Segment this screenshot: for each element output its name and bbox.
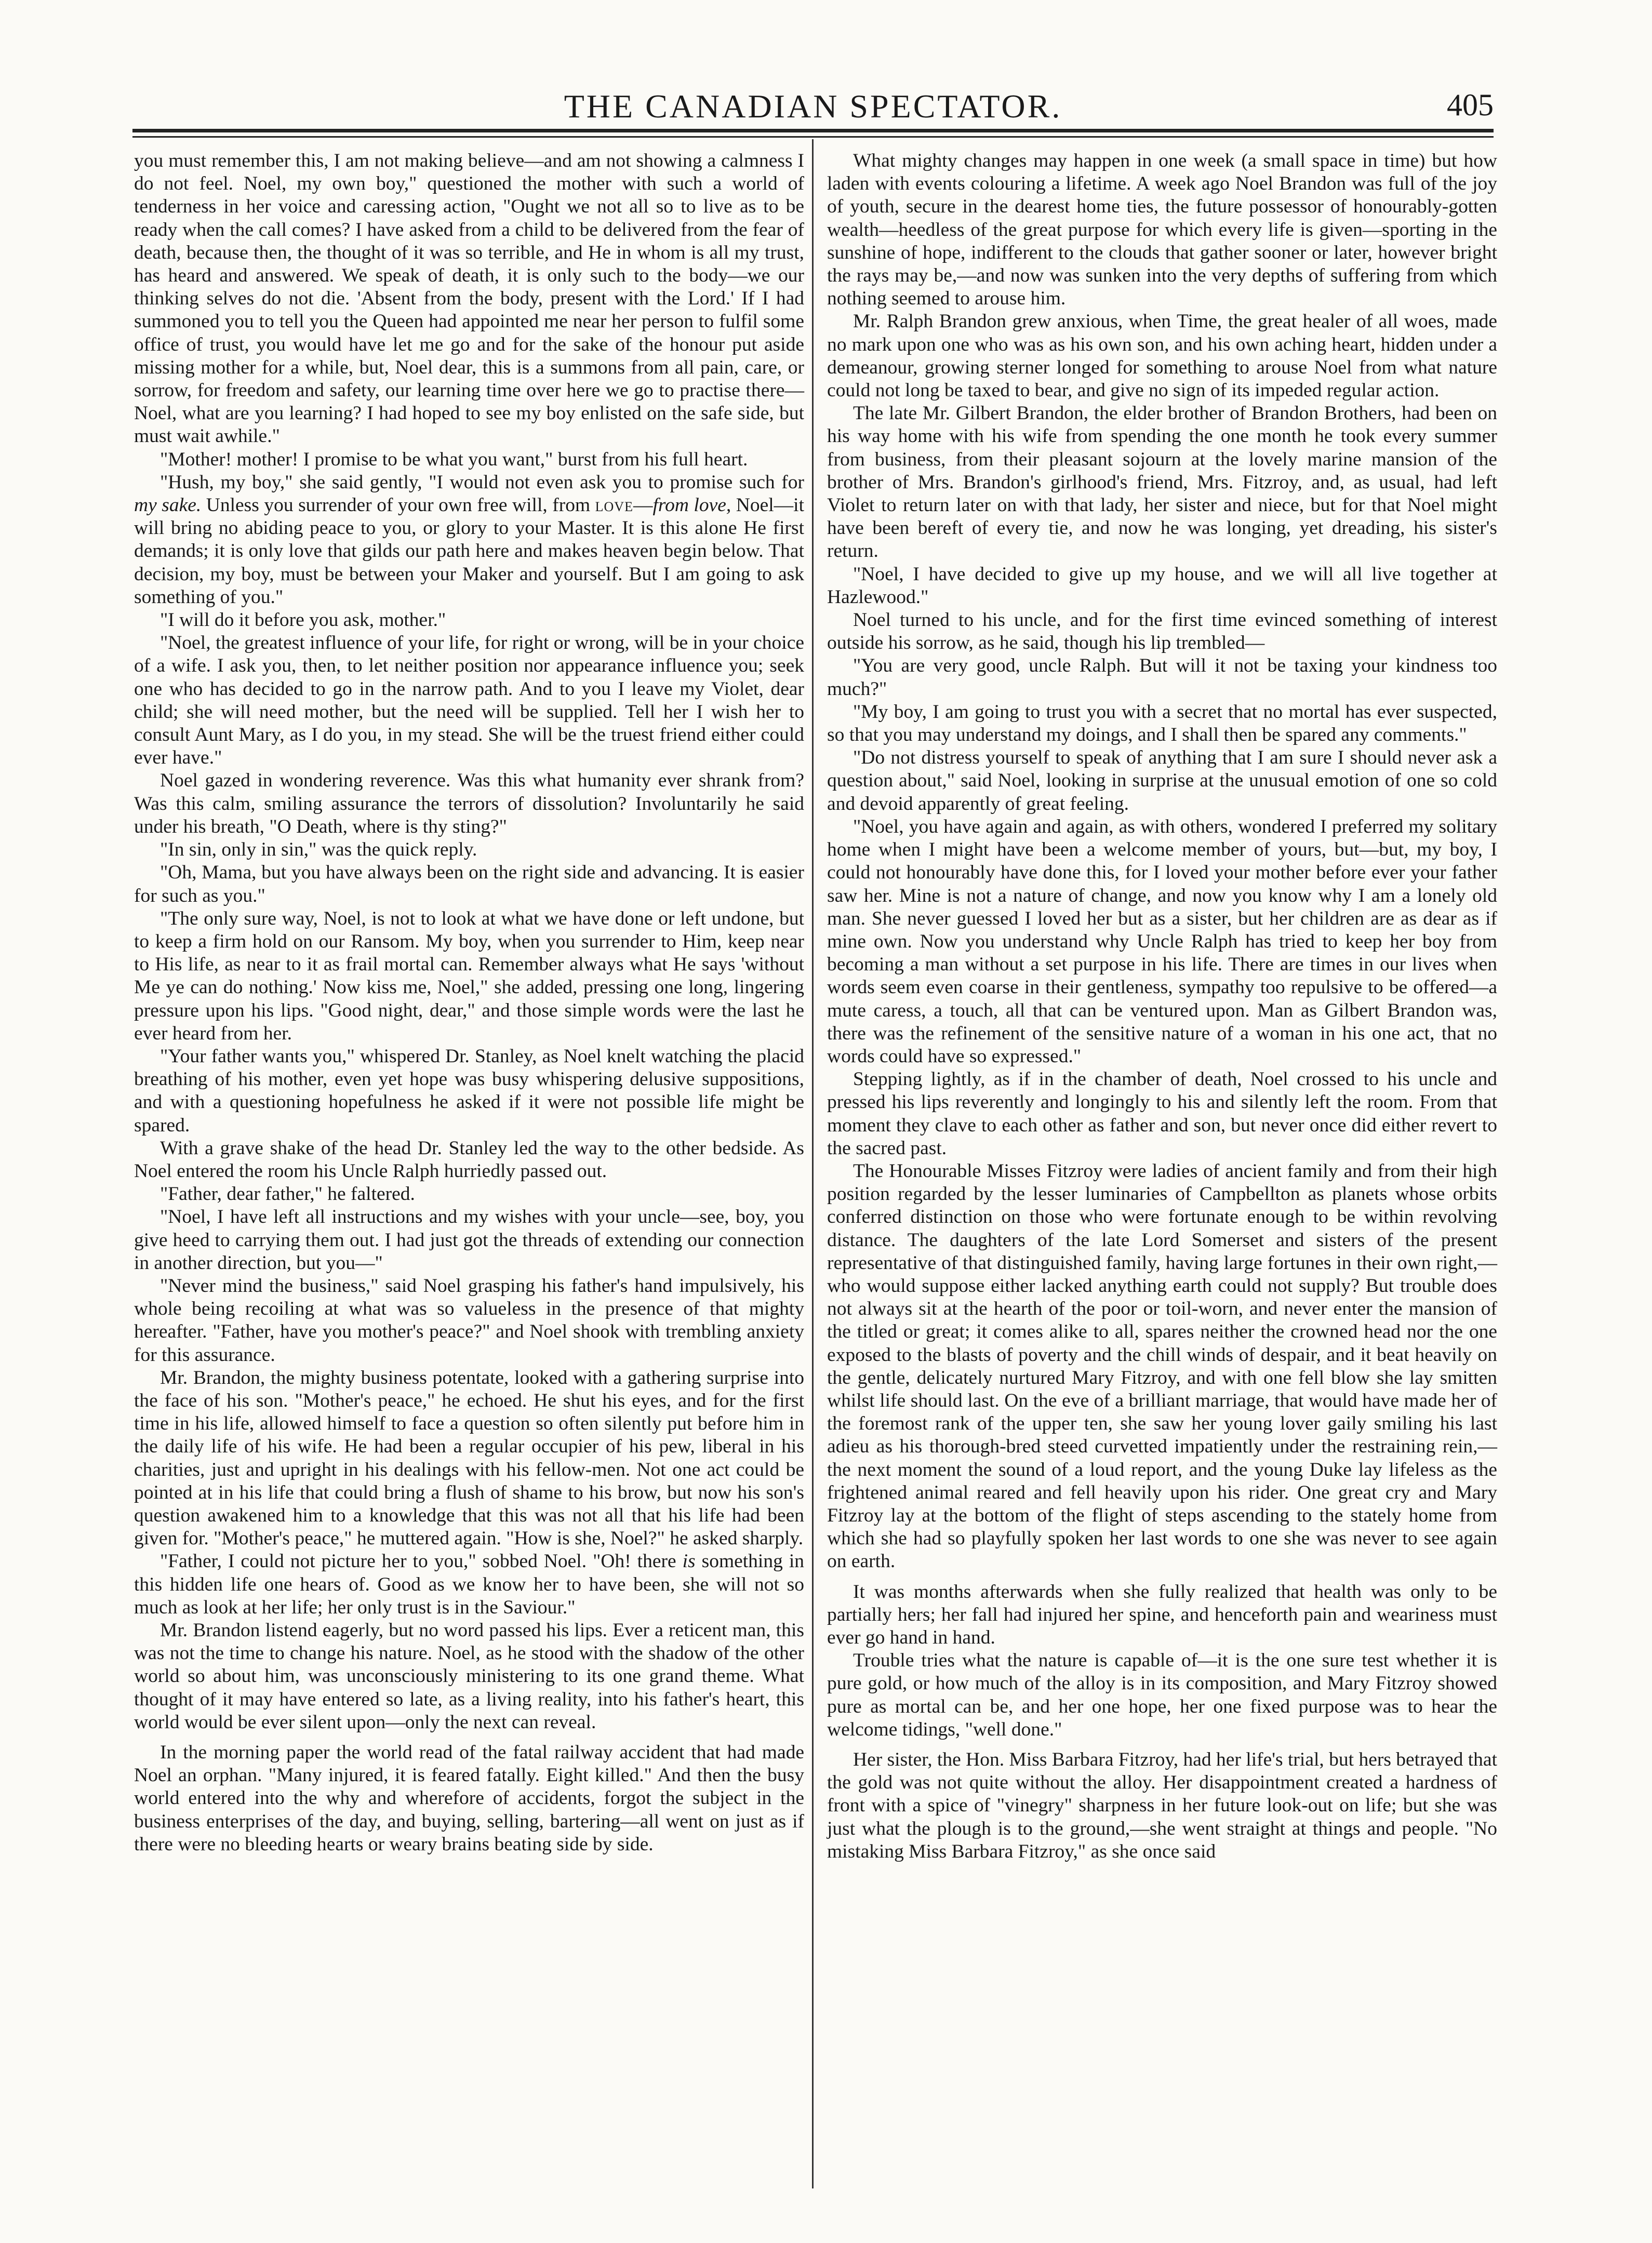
paragraph: Mr. Brandon listend eagerly, but no word passed his lips. Ever a reticent man, this was not the time to change his nature. Noel, as he stood with the shadow of the other world so about him, was unconsciously ministering to its one grand theme. What thought of it may have entered so late, as a living reality, into his father's heart, this world would be ever silent upon—only the next can reveal. [134, 1620, 804, 1733]
paragraph: "Your father wants you," whispered Dr. Stanley, as Noel knelt watching the placid breathing of his mother, even yet hope was busy whispering delusive suppositions, and with a questioning hopefulness he asked if it were not possible life might be spared. [134, 1045, 804, 1136]
paragraph: you must remember this, I am not making believe—and am not showing a calmness I do not feel. Noel, my own boy," questioned the mother with such a world of tenderness in her voice and caressing action, "Ought we not all so to live as to be ready when the call comes? I have asked from a child to be delivered from the fear of death, because then, the thought of it was so terrible, and He in whom is all my trust, has heard and answered. We speak of death, it is only such to the body—we our thinking selves do not die. 'Absent from the body, present with the Lord.' If I had summoned you to tell you the Queen had appointed me near her person to fulfil some office of trust, you would have let me go and for the sake of the honour put aside missing mother for a while, but, Noel dear, this is a summons from all pain, care, or sorrow, for freedom and safety, our learning time over here we go to practise there—Noel, what are you learning? I had hoped to see my boy enlisted on the safe side, but must wait awhile." [134, 150, 804, 447]
left-column [134, 150, 804, 1856]
paragraph [134, 471, 804, 609]
text-run: "Father, I could not picture her to you," sobbed Noel. "Oh! there [160, 1551, 683, 1572]
text-run: something in this hidden life one hears of. Good as we know her to have been, she will not so much as look at her life; her only trust is in the Saviour." [134, 1551, 804, 1618]
paragraph: The late Mr. Gilbert Brandon, the elder brother of Brandon Brothers, had been on his way home with his wife from spending the one month he took every summer from business, from their pleasant sojourn at the lovely marine mansion of the brother of Mrs. Brandon's girlhood's friend, Mrs. Fitzroy, and, as usual, had left Violet to return later on with that lady, her sister and niece, but for that Noel might have been bereft of every tie, and now he was longing, yet dreading, his sister's return. [827, 403, 1497, 562]
paragraph: Trouble tries what the nature is capable of—it is the one sure test whether it is pure gold, or how much of the alloy is in its composition, and Mary Fitzroy showed pure as mortal can be, and her one hope, her one fixed purpose was to hear the welcome tidings, "well done." [827, 1650, 1497, 1740]
paragraph: "Noel, I have decided to give up my house, and we will all live together at Hazlewood." [827, 563, 1497, 608]
paragraph: "Mother! mother! I promise to be what you want," burst from his full heart. [160, 448, 748, 470]
paragraph: Noel turned to his uncle, and for the first time evinced something of interest outside his sorrow, as he said, though his lip trembled— [827, 609, 1497, 654]
paragraph: It was months afterwards when she fully realized that health was only to be partially hers; her fall had injured her spine, and henceforth pain and weariness must ever go hand in hand. [827, 1581, 1497, 1648]
header-rule-thick [132, 129, 1494, 132]
paragraph: "Noel, I have left all instructions and my wishes with your uncle—see, boy, you give heed to carrying them out. I had just got the threads of extending our connection in another direction, but you—" [134, 1206, 804, 1274]
paragraph: Noel gazed in wondering reverence. Was this what humanity ever shrank from? Was this calm, smiling assurance the terrors of dissolution? Involuntarily he said under his breath, "O Death, where is thy sting?" [134, 770, 804, 837]
paragraph [134, 1550, 804, 1619]
small-caps-text: love [595, 495, 633, 516]
page-header [132, 78, 1494, 135]
paragraph: Mr. Ralph Brandon grew anxious, when Time, the great healer of all woes, made no mark upon one who was as his own son, and his own aching heart, hidden under a demeanour, growing sterner longed for something to arouse Noel from what nature could not long be taxed to bear, and give no sign of its impeded regular action. [827, 311, 1497, 402]
paragraph: "Father, dear father," he faltered. [160, 1183, 415, 1205]
paragraph: Her sister, the Hon. Miss Barbara Fitzroy, had her life's trial, but hers betrayed that the gold was not quite without the alloy. Her disappointment created a hardness of front with a spice of "vinegry" sharpness in her future look-out on life; but she was just what the plough is to the ground,—she went straight at things and people. "No mistaking Miss Barbara Fitzroy," as she once said [827, 1749, 1497, 1862]
page-number: 405 [1447, 88, 1494, 122]
paragraph: "My boy, I am going to trust you with a secret that no mortal has ever suspected, so that you may understand my doings, and I shall then be spared any comments." [827, 701, 1497, 746]
paragraph: Mr. Brandon, the mighty business potentate, looked with a gathering surprise into the face of his son. "Mother's peace," he echoed. He shut his eyes, and for the first time in his life, allowed himself to face a question so often silently put before him in the daily life of his wife. He had been a regular occupier of his pew, liberal in his charities, just and upright in his dealings with his fellow-men. Not one act could be pointed at in his life that could bring a flush of shame to his brow, but now his son's question awakened him to a knowledge that this was not all that his life had been given for. "Mother's peace," he muttered again. "How is she, Noel?" he asked sharply. [134, 1367, 804, 1550]
paragraph: "The only sure way, Noel, is not to look at what we have done or left undone, but to keep a firm hold on our Ransom. My boy, when you surrender to Him, keep near to His life, as near to it as frail mortal can. Remember always what He says 'without Me ye can do nothing.' Now kiss me, Noel," she added, pressing one long, lingering pressure upon his lips. "Good night, dear," and those simple words were the last he ever heard from her. [134, 907, 804, 1044]
paragraph: "Oh, Mama, but you have always been on the right side and advancing. It is easier for such as you." [134, 862, 804, 906]
text-run: Noel—it will bring no abiding peace to you, or glory to your Master. It is this alone He first demands; it is only love that gilds our path here and makes heaven begin below. That decision, my boy, must be between your Maker and yourself. But I am going to ask something of you." [134, 495, 805, 608]
paragraph: "Never mind the business," said Noel grasping his father's hand impulsively, his whole being recoiling at what was so valueless in the presence of that mighty hereafter. "Father, have you mother's peace?" and Noel shook with trembling anxiety for this assurance. [134, 1275, 804, 1366]
paragraph: The Honourable Misses Fitzroy were ladies of ancient family and from their high position regarded by the lesser luminaries of Campbellton as planets whose orbits conferred distinction on those who were fortunate enough to be within revolving distance. The daughters of the late Lord Somerset and sisters of the present representative of that distinguished family, having large fortunes in their own right,—who would suppose either lacked anything earth could not supply? But trouble does not always sit at the hearth of the poor or toil-worn, and never enter the mansion of the titled or great; it comes alike to all, spares neither the crowned head nor the one exposed to the blasts of poverty and the chill winds of despair, and it beat heavily on the gentle, delicately nurtured Mary Fitzroy, and with one fell blow she lay smitten whilst life should last. On the eve of a brilliant marriage, that would have made her of the foremost rank of the upper ten, she saw her young lover gaily smiling his last adieu as his thorough-bred steed curvetted impatiently under the restraining rein,—the next moment the sound of a loud report, and the young Duke lay lifeless as the frightened animal reared and fell heavily upon his rider. One great cry and Mary Fitzroy lay at the bottom of the flight of steps ascending to the stately home from which she had so playfully spoken her last words to one she was never to see again on earth. [827, 1160, 1497, 1572]
paragraph: "Do not distress yourself to speak of anything that I am sure I should never ask a question about," said Noel, looking in surprise at the unusual emotion of one so cold and devoid apparently of great feeling. [827, 747, 1497, 815]
header-rule-thin [132, 136, 1494, 138]
text-run: Unless you surrender of your own free will, from [201, 495, 595, 516]
paragraph: "Noel, the greatest influence of your life, for right or wrong, will be in your choice of a wife. I ask you, then, to let neither position nor appearance influence you; seek one who has decided to go in the narrow path. And to you I leave my Violet, dear child; she will need mother, but the need will be supplied. Tell her I wish her to consult Aunt Mary, as I do you, in my stead. She will be the truest friend either could ever have." [134, 632, 804, 769]
right-column [827, 150, 1497, 1863]
paragraph: With a grave shake of the head Dr. Stanley led the way to the other bedside. As Noel entered the room his Uncle Ralph hurriedly passed out. [134, 1137, 804, 1182]
masthead-title: THE CANADIAN SPECTATOR. [564, 88, 1062, 125]
paragraph: Stepping lightly, as if in the chamber of death, Noel crossed to his uncle and pressed his lips reverently and longingly to his and silently left the room. From that moment they clave to each other as father and son, but never once did either revert to the sacred past. [827, 1069, 1497, 1159]
column-divider [812, 139, 814, 2188]
italic-text: from love, [652, 495, 731, 516]
paragraph: In the morning paper the world read of the fatal railway accident that had made Noel an orphan. "Many injured, it is feared fatally. Eight killed." And then the busy world entered into the why and wherefore of accidents, forgot the subject in the business enterprises of the day, and buying, selling, bartering—all went on just as if there were no bleeding hearts or weary brains beating side by side. [134, 1742, 804, 1855]
italic-text: my sake. [134, 495, 202, 516]
text-run: "Hush, my boy," she said gently, "I would not even ask you to promise such for [160, 471, 804, 493]
paragraph: "In sin, only in sin," was the quick reply. [160, 839, 477, 861]
paragraph: "Noel, you have again and again, as with others, wondered I preferred my solitary home when I might have been a welcome member of yours, but—but, my boy, I could not honourably have done this, for I loved your mother before ever your father saw her. Mine is not a nature of change, and now you know why I am a lonely old man. She never guessed I loved her but as a sister, but her children are as dear as if mine own. Now you understand why Uncle Ralph has tried to keep her boy from becoming a man without a set purpose in his life. There are times in our lives when words seem even coarse in their gentleness, sympathy too repulsive to be offered—a mute caress, a touch, all that can be ventured upon. Man as Gilbert Brandon was, there was the refinement of the sensitive nature of a woman in his one act, that no words could have so expressed." [827, 816, 1497, 1067]
italic-text: is [682, 1551, 696, 1572]
paragraph: What mighty changes may happen in one week (a small space in time) but how laden with events colouring a lifetime. A week ago Noel Brandon was full of the joy of youth, secure in the dearest home ties, the future possessor of honourably-gotten wealth—heedless of the great purpose for which every life is given—sporting in the sunshine of hope, indifferent to the clouds that gather sooner or later, however bright the rays may be,—and now was sunken into the very depths of suffering from which nothing seemed to arouse him. [827, 150, 1497, 310]
paragraph: "You are very good, uncle Ralph. But will it not be taxing your kindness too much?" [827, 655, 1497, 700]
text-run: — [633, 495, 653, 516]
paragraph: "I will do it before you ask, mother." [160, 609, 446, 631]
